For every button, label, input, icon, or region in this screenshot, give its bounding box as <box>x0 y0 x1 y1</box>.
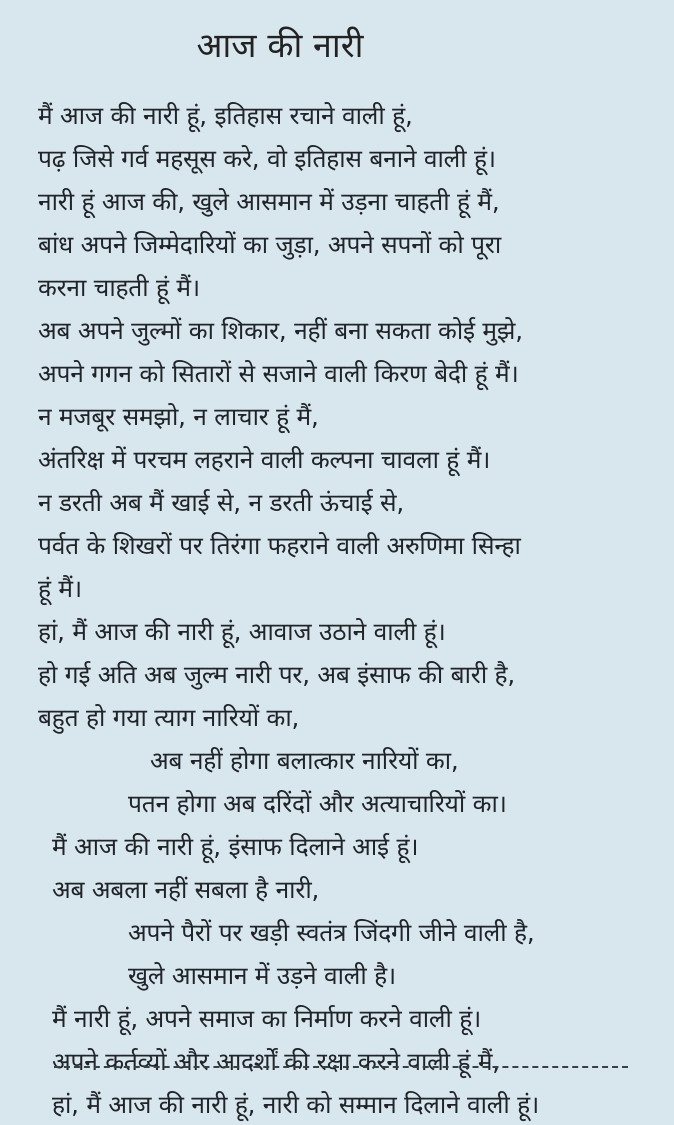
poem-line-3: नारी हूं आज की, खुले आसमान में उड़ना चाहती हूं मैं, <box>38 187 500 216</box>
poem-line-19: अब अबला नहीं सबला है नारी, <box>52 875 320 904</box>
poem-line-9: अंतरिक्ष में परचम लहराने वाली कल्पना चावला हूं मैं। <box>38 445 491 474</box>
poem-line-4: बांध अपने जिम्मेदारियों का जुड़ा, अपने सपनों को पूरा <box>38 230 501 259</box>
poem-line-12: हूं मैं। <box>38 574 82 603</box>
poem-line-2: पढ़ जिसे गर्व महसूस करे, वो इतिहास बनाने वाली हूं। <box>38 144 496 173</box>
poem-line-8: न मजबूर समझो, न लाचार हूं मैं, <box>38 402 319 431</box>
poem-line-5: करना चाहती हूं मैं। <box>38 273 200 302</box>
poem-line-24: हां, मैं आज की नारी हूं, नारी को सम्मान दिलाने वाली हूं। <box>52 1090 540 1119</box>
poem-line-6: अब अपने जुल्मों का शिकार, नहीं बना सकता कोई मुझे, <box>38 316 523 345</box>
poem-line-22: मैं नारी हूं, अपने समाज का निर्माण करने वाली हूं। <box>52 1004 482 1033</box>
poem-line-23: अपने कर्तव्यों और आदर्शों की रक्षा करने वाली हूं मैं, <box>52 1047 500 1076</box>
poem-line-16: अब नहीं होगा बलात्कार नारियों का, <box>150 746 459 775</box>
poem-line-20: अपने पैरों पर खड़ी स्वतंत्र जिंदगी जीने वाली है, <box>128 918 535 947</box>
poem-line-21: खुले आसमान में उड़ने वाली है। <box>128 961 396 990</box>
poem-line-14: हो गई अति अब जुल्म नारी पर, अब इंसाफ की बारी है, <box>38 660 515 689</box>
poem-line-11: पर्वत के शिखरों पर तिरंगा फहराने वाली अरुणिमा सिन्हा <box>38 531 521 560</box>
poem-title: आज की नारी <box>196 26 364 66</box>
dashed-divider <box>54 1066 628 1068</box>
poem-line-10: न डरती अब मैं खाई से, न डरती ऊंचाई से, <box>38 488 405 517</box>
poem-line-13: हां, मैं आज की नारी हूं, आवाज उठाने वाली हूं। <box>38 617 446 646</box>
poem-line-7: अपने गगन को सितारों से सजाने वाली किरण बेदी हूं मैं। <box>38 359 519 388</box>
poem-line-17: पतन होगा अब दरिंदों और अत्याचारियों का। <box>128 789 507 818</box>
poem-line-18: मैं आज की नारी हूं, इंसाफ दिलाने आई हूं। <box>52 832 419 861</box>
poem-line-15: बहुत हो गया त्याग नारियों का, <box>38 703 300 732</box>
poem-line-1: मैं आज की नारी हूं, इतिहास रचाने वाली हूं, <box>38 101 413 130</box>
